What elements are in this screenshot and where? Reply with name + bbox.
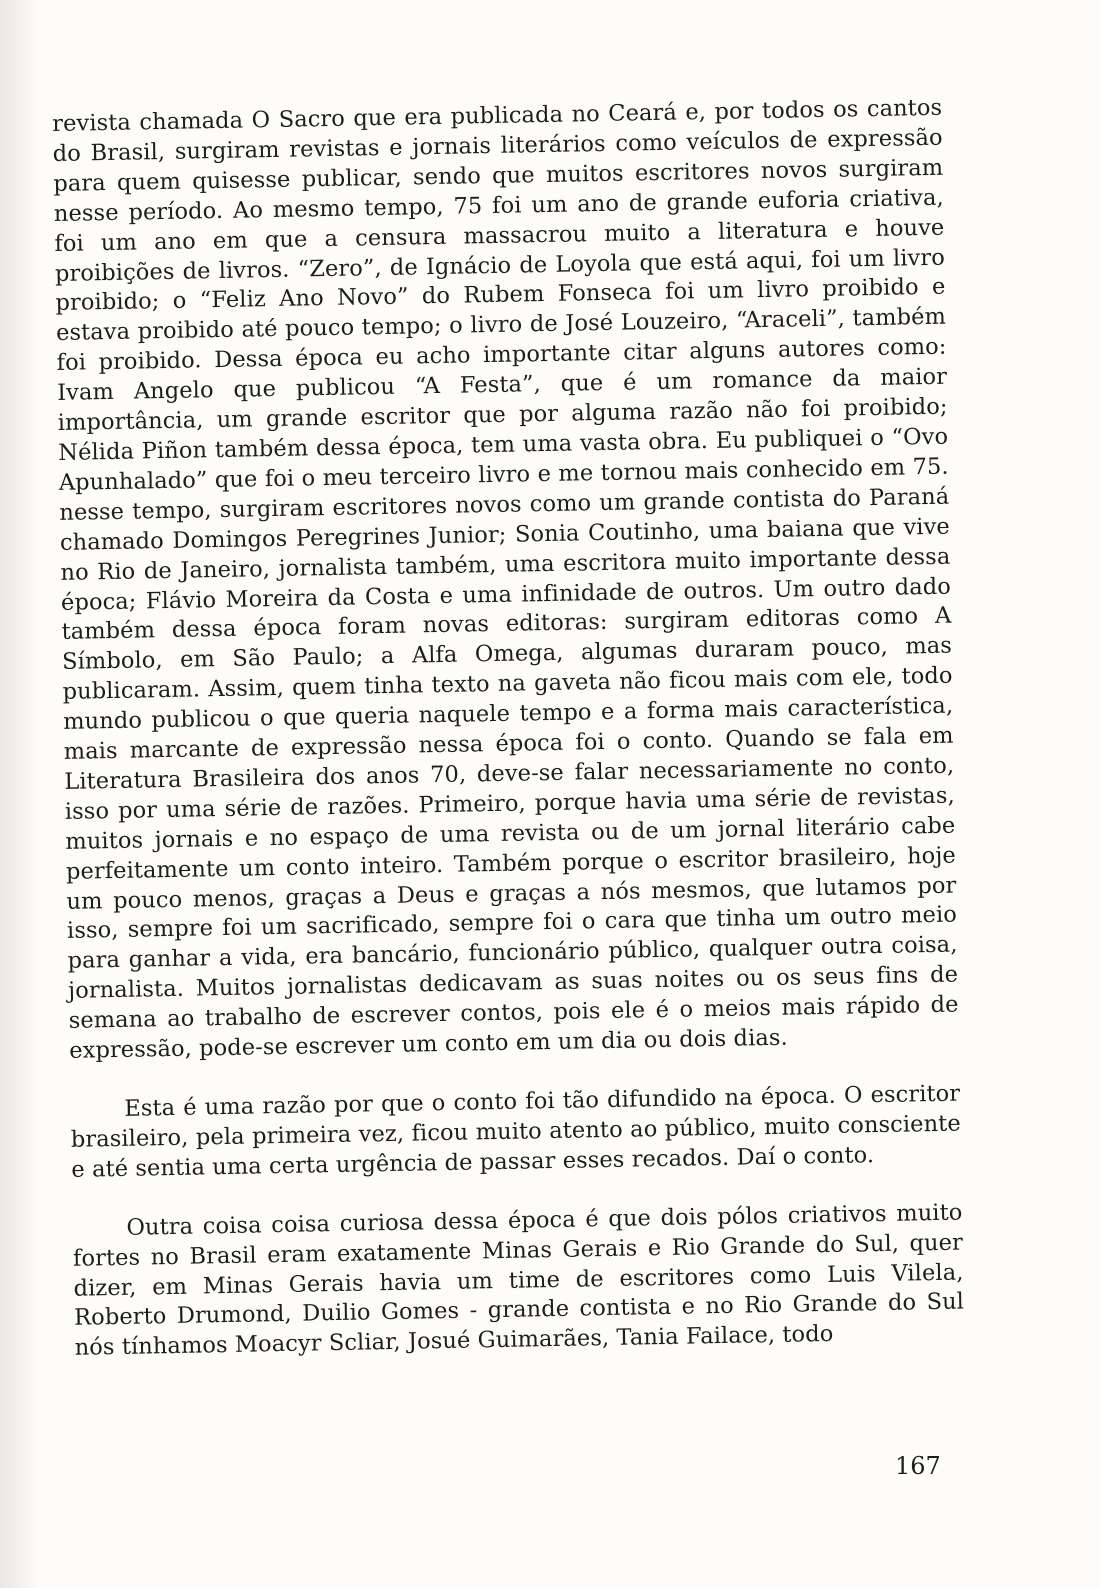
page-number: 167 (895, 1452, 941, 1480)
paragraph-3: Outra coisa coisa curiosa dessa época é que dois pólos criativos muito fortes no Brasil eram exatamente Minas Gerais e Rio Grande do Sul, quer dizer, em Minas Gerais havia um time de escritores como Luis Vilela, Roberto Drumond, Duilio Gomes - grande contista e no Rio Grande do Sul nós tínhamos Moacyr Scliar, Josué Guimarães, Tania Failace, todo (72, 1199, 965, 1362)
paragraph-1: revista chamada O Sacro que era publicada no Ceará e, por todos os cantos do Brasil, surgiram revistas e jornais literários como veículos de expressão para quem quisesse publicar, sendo que muitos escritores novos surgiram nesse período. Ao mesmo tempo, 75 foi um ano de grande euforia criativa, foi um ano em que a censura massacrou muito a literatura e houve proibições de livros. “Zero”, de Ignácio de Loyola que está aqui, foi um livro proibido; o “Feliz Ano Novo” do Rubem Fonseca foi um livro proibido e estava proibido até pouco tempo; o livro de José Louzeiro, “Araceli”, também foi proibido. Dessa época eu acho importante citar alguns autores como: Ivam Angelo que publicou “A Festa”, que é um romance da maior importância, um grande escritor que por alguma razão não foi proibido; Nélida Piñon também dessa época, tem uma vasta obra. Eu publiquei o “Ovo Apunhalado” que foi o meu terceiro livro e me tornou mais conhecido em 75. nesse tempo, surgiram escritores novos como um grande contista do Paraná chamado Domingos Peregrines Junior; Sonia Coutinho, uma baiana que vive no Rio de Janeiro, jornalista também, uma escritora muito importante dessa época; Flávio Moreira da Costa e uma infinidade de outros. Um outro dado também dessa época foram novas editoras: surgiram editoras como A Símbolo, em São Paulo; a Alfa Omega, algumas duraram pouco, mas publicaram. Assim, quem tinha texto na gaveta não ficou mais com ele, todo mundo publicou o que queria naquele tempo e a forma mais característica, mais marcante de expressão nessa época foi o conto. Quando se fala em Literatura Brasileira dos anos 70, deve-se falar necessariamente no conto, isso por uma série de razões. Primeiro, porque havia uma série de revistas, muitos jornais e no espaço de uma revista ou de um jornal literário cabe perfeitamente um conto inteiro. Também porque o escritor brasileiro, hoje um pouco menos, graças a Deus e graças a nós mesmos, que lutamos por isso, sempre foi um sacrificado, sempre foi o cara que tinha um outro meio para ganhar a vida, era bancário, funcionário público, qualquer outra coisa, jornalista. Muitos jornalistas dedicavam as suas noites ou os seus fins de semana ao trabalho de escrever contos, pois ele é o meios mais rápido de expressão, pode-se escrever um conto em um dia ou dois dias. (52, 94, 959, 1064)
binding-gutter-shadow (0, 0, 40, 1588)
paragraph-2: Esta é uma razão por que o conto foi tão difundido na época. O escritor brasileiro, pela primeira vez, ficou muito atento ao público, muito consciente e até sentia uma certa urgência de passar esses recados. Daí o conto. (70, 1080, 961, 1183)
body-text (52, 94, 965, 1364)
